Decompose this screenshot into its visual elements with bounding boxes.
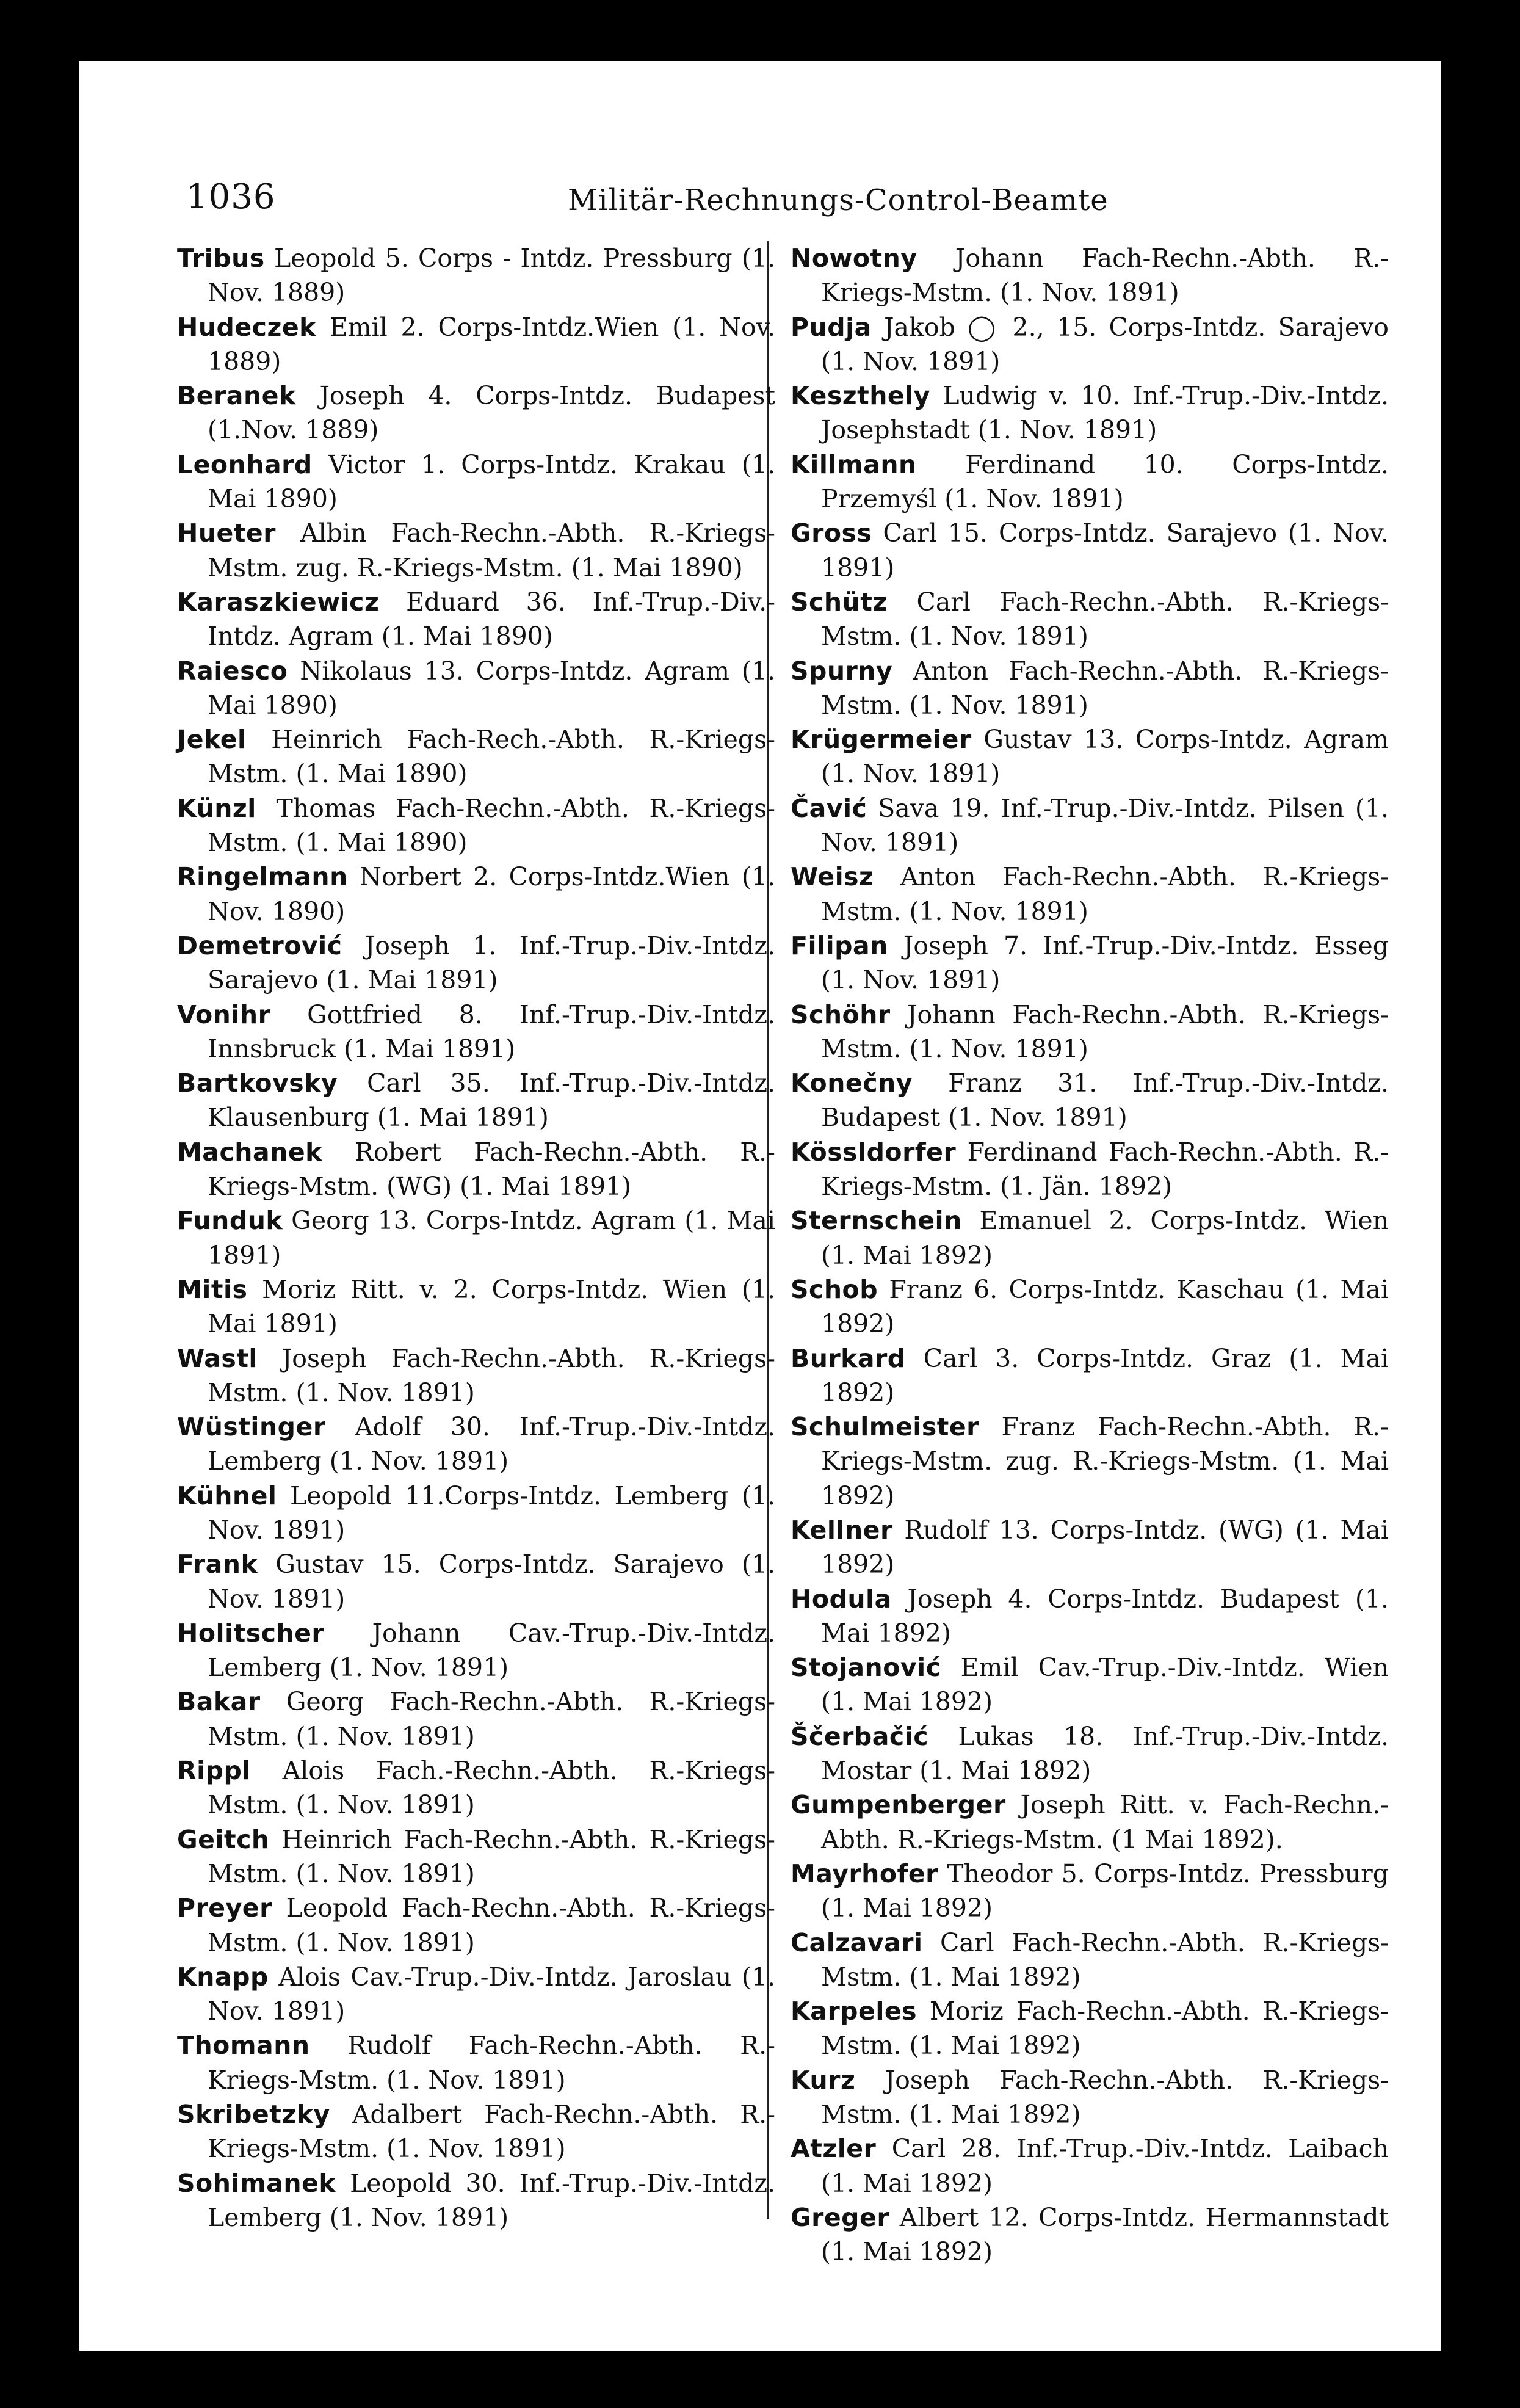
register-entry <box>177 379 775 448</box>
entry-surname: Schöhr <box>791 999 891 1029</box>
register-entry <box>791 1926 1389 1995</box>
entry-surname: Bartkovsky <box>177 1068 338 1098</box>
entry-surname: Killmann <box>791 449 917 479</box>
register-entry <box>791 1410 1389 1513</box>
entry-details: Emanuel 2. Corps-Intdz. Wien (1. Mai 1892) <box>821 1206 1389 1270</box>
entry-details: Ferdinand 10. Corps-Intdz. Przemyśl (1. Nov. 1891) <box>821 449 1389 514</box>
entry-details: Carl Fach-Rechn.-Abth. R.-Kriegs-Mstm. (1. Nov. 1891) <box>821 587 1389 651</box>
entry-details: Adolf 30. Inf.-Trup.-Div.-Intdz. Lemberg (1. Nov. 1891) <box>208 1412 775 1476</box>
entry-details: Emil Cav.-Trup.-Div.-Intdz. Wien (1. Mai 1892) <box>821 1653 1389 1717</box>
entry-details: Rudolf Fach-Rechn.-Abth. R.-Kriegs-Mstm. (1. Nov. 1891) <box>208 2031 775 2095</box>
register-entry <box>177 929 775 998</box>
entry-details: Gustav 15. Corps-Intdz. Sarajevo (1. Nov. 1891) <box>208 1550 775 1614</box>
entry-details: Robert Fach-Rechn.-Abth. R.-Kriegs-Mstm. (WG) (1. Mai 1891) <box>208 1137 775 1202</box>
entry-surname: Čavić <box>791 793 867 823</box>
entry-surname: Raiesco <box>177 656 288 686</box>
entry-surname: Schütz <box>791 587 888 617</box>
entry-surname: Rippl <box>177 1756 251 1786</box>
entry-surname: Weisz <box>791 862 874 892</box>
entry-surname: Kellner <box>791 1515 893 1545</box>
entry-details: Georg 13. Corps-Intdz. Agram (1. Mai 1891) <box>208 1206 775 1270</box>
register-entry <box>177 1135 775 1204</box>
entry-details: Norbert 2. Corps-Intdz.Wien (1. Nov. 1890) <box>208 862 775 926</box>
register-entry <box>791 310 1389 379</box>
entry-details: Lukas 18. Inf.-Trup.-Div.-Intdz. Mostar (1. Mai 1892) <box>821 1721 1389 1786</box>
register-entry <box>177 1066 775 1135</box>
entry-surname: Beranek <box>177 381 296 411</box>
register-entry <box>177 1341 775 1410</box>
register-entry <box>791 1066 1389 1135</box>
entry-surname: Sternschein <box>791 1206 962 1236</box>
entry-details: Joseph 1. Inf.-Trup.-Div.-Intdz. Sarajevo (1. Mai 1891) <box>208 930 775 995</box>
register-entry <box>791 1272 1389 1341</box>
entry-surname: Spurny <box>791 656 893 686</box>
entry-surname: Preyer <box>177 1893 272 1923</box>
register-entry <box>177 1753 775 1822</box>
entry-details: Leopold 30. Inf.-Trup.-Div.-Intdz. Lemberg (1. Nov. 1891) <box>208 2168 775 2232</box>
entry-surname: Holitscher <box>177 1618 325 1648</box>
register-entry <box>791 2200 1389 2269</box>
register-entry <box>791 448 1389 517</box>
entry-surname: Mayrhofer <box>791 1859 938 1888</box>
entry-surname: Gumpenberger <box>791 1790 1006 1820</box>
entry-details: Georg Fach-Rechn.-Abth. R.-Kriegs-Mstm. (1. Nov. 1891) <box>208 1687 775 1751</box>
register-entry <box>177 1822 775 1891</box>
register-entry <box>177 2097 775 2166</box>
entry-details: Adalbert Fach-Rechn.-Abth. R.-Kriegs-Mstm. (1. Nov. 1891) <box>208 2100 775 2164</box>
entry-surname: Tribus <box>177 244 265 273</box>
register-entry <box>177 998 775 1067</box>
entry-surname: Atzler <box>791 2134 877 2164</box>
entry-surname: Ringelmann <box>177 862 348 892</box>
entry-surname: Thomann <box>177 2031 310 2061</box>
entry-surname: Jekel <box>177 725 247 755</box>
entry-details: Albert 12. Corps-Intdz. Hermannstadt (1. Mai 1892) <box>821 2202 1389 2267</box>
entry-details: Joseph 4. Corps-Intdz. Budapest (1. Mai 1892) <box>821 1584 1389 1648</box>
register-entry <box>177 585 775 654</box>
register-entry <box>791 998 1389 1067</box>
register-entry <box>791 1513 1389 1582</box>
entry-details: Albin Fach-Rechn.-Abth. R.-Kriegs-Mstm. zug. R.-Kriegs-Mstm. (1. Mai 1890) <box>208 518 775 582</box>
register-entry <box>791 2131 1389 2200</box>
entry-details: Joseph Fach-Rechn.-Abth. R.-Kriegs-Mstm. (1. Mai 1892) <box>821 2065 1389 2130</box>
register-entry <box>177 1685 775 1753</box>
entry-details: Leopold Fach-Rechn.-Abth. R.-Kriegs-Mstm. (1. Nov. 1891) <box>208 1893 775 1957</box>
entry-surname: Skribetzky <box>177 2100 330 2130</box>
register-entry <box>177 654 775 723</box>
entry-details: Gottfried 8. Inf.-Trup.-Div.-Intdz. Innsbruck (1. Mai 1891) <box>208 999 775 1064</box>
entry-surname: Stojanović <box>791 1653 941 1683</box>
entry-details: Ferdinand Fach-Rechn.-Abth. R.-Kriegs-Mstm. (1. Jän. 1892) <box>821 1137 1389 1202</box>
left-column <box>177 241 775 2235</box>
entry-surname: Schob <box>791 1274 878 1304</box>
entry-details: Moriz Ritt. v. 2. Corps-Intdz. Wien (1. Mai 1891) <box>208 1274 775 1339</box>
entry-details: Carl 35. Inf.-Trup.-Div.-Intdz. Klausenburg (1. Mai 1891) <box>208 1068 775 1133</box>
entry-surname: Wastl <box>177 1343 258 1373</box>
entry-details: Jakob ◯ 2., 15. Corps-Intdz. Sarajevo (1. Nov. 1891) <box>821 312 1389 376</box>
register-entry <box>791 1788 1389 1857</box>
entry-details: Carl 15. Corps-Intdz. Sarajevo (1. Nov. 1891) <box>821 518 1389 582</box>
entry-details: Moriz Fach-Rechn.-Abth. R.-Kriegs-Mstm. (1. Mai 1892) <box>821 1996 1389 2061</box>
entry-surname: Ščerbačić <box>791 1721 929 1751</box>
entry-surname: Burkard <box>791 1343 906 1373</box>
entry-details: Sava 19. Inf.-Trup.-Div.-Intdz. Pilsen (1. Nov. 1891) <box>821 793 1389 858</box>
entry-surname: Demetrović <box>177 930 342 960</box>
entry-details: Alois Fach.-Rechn.-Abth. R.-Kriegs-Mstm. (1. Nov. 1891) <box>208 1756 775 1820</box>
entry-details: Joseph Fach-Rechn.-Abth. R.-Kriegs-Mstm. (1. Nov. 1891) <box>208 1343 775 1407</box>
entry-details: Joseph 4. Corps-Intdz. Budapest (1.Nov. 1889) <box>208 381 775 445</box>
entry-details: Johann Cav.-Trup.-Div.-Intdz. Lemberg (1. Nov. 1891) <box>208 1618 775 1683</box>
entry-surname: Karaszkiewicz <box>177 587 380 617</box>
entry-surname: Kühnel <box>177 1481 277 1510</box>
register-entry <box>791 1857 1389 1926</box>
register-entry <box>791 860 1389 929</box>
entry-surname: Wüstinger <box>177 1412 326 1442</box>
entry-surname: Hudeczek <box>177 312 316 342</box>
register-entry <box>177 2166 775 2235</box>
register-entry <box>177 1479 775 1548</box>
entry-surname: Kössldorfer <box>791 1137 957 1167</box>
register-entry <box>791 2063 1389 2132</box>
entry-details: Joseph 7. Inf.-Trup.-Div.-Intdz. Esseg (1. Nov. 1891) <box>821 930 1389 995</box>
entry-surname: Greger <box>791 2202 890 2232</box>
register-entry <box>791 1994 1389 2063</box>
entry-details: Leopold 11.Corps-Intdz. Lemberg (1. Nov. 1891) <box>208 1481 775 1545</box>
entry-details: Johann Fach-Rechn.-Abth. R.-Kriegs-Mstm. (1. Nov. 1891) <box>821 999 1389 1064</box>
register-entry <box>177 791 775 860</box>
entry-details: Franz 6. Corps-Intdz. Kaschau (1. Mai 1892) <box>821 1274 1389 1339</box>
entry-details: Alois Cav.-Trup.-Div.-Intdz. Jaroslau (1. Nov. 1891) <box>208 1962 775 2026</box>
entry-details: Leopold 5. Corps - Intdz. Pressburg (1. Nov. 1889) <box>208 244 775 308</box>
entry-surname: Frank <box>177 1550 258 1579</box>
register-entry <box>791 1203 1389 1272</box>
entry-details: Johann Fach-Rechn.-Abth. R.-Kriegs-Mstm. (1. Nov. 1891) <box>821 244 1389 308</box>
register-entry <box>177 516 775 585</box>
entry-details: Victor 1. Corps-Intdz. Krakau (1. Mai 1890) <box>208 449 775 514</box>
entry-details: Heinrich Fach-Rech.-Abth. R.-Kriegs-Mstm. (1. Mai 1890) <box>208 725 775 789</box>
entry-surname: Keszthely <box>791 381 930 411</box>
register-entry <box>791 1582 1389 1651</box>
register-entry <box>177 310 775 379</box>
entry-details: Thomas Fach-Rechn.-Abth. R.-Kriegs-Mstm. (1. Mai 1890) <box>208 793 775 858</box>
register-entry <box>791 379 1389 448</box>
entry-surname: Karpeles <box>791 1996 917 2026</box>
entry-details: Gustav 13. Corps-Intdz. Agram (1. Nov. 1891) <box>821 725 1389 789</box>
entry-surname: Vonihr <box>177 999 271 1029</box>
register-entry <box>791 516 1389 585</box>
register-entry <box>791 654 1389 723</box>
entry-surname: Sohimanek <box>177 2168 336 2198</box>
book-page <box>79 61 1441 2351</box>
register-entry <box>177 1410 775 1479</box>
entry-surname: Kurz <box>791 2065 856 2095</box>
entry-surname: Hueter <box>177 518 276 548</box>
entry-surname: Geitch <box>177 1824 270 1854</box>
entry-details: Anton Fach-Rechn.-Abth. R.-Kriegs-Mstm. (1. Nov. 1891) <box>821 656 1389 720</box>
entry-surname: Machanek <box>177 1137 322 1167</box>
entry-details: Emil 2. Corps-Intdz.Wien (1. Nov. 1889) <box>208 312 775 376</box>
entry-details: Anton Fach-Rechn.-Abth. R.-Kriegs-Mstm. (1. Nov. 1891) <box>821 862 1389 926</box>
entry-surname: Nowotny <box>791 244 917 273</box>
entry-details: Franz Fach-Rechn.-Abth. R.-Kriegs-Mstm. zug. R.-Kriegs-Mstm. (1. Mai 1892) <box>821 1412 1389 1510</box>
register-entry <box>177 722 775 791</box>
register-entry <box>177 1272 775 1341</box>
entry-surname: Künzl <box>177 793 256 823</box>
entry-details: Franz 31. Inf.-Trup.-Div.-Intdz. Budapest (1. Nov. 1891) <box>821 1068 1389 1133</box>
entry-details: Rudolf 13. Corps-Intdz. (WG) (1. Mai 1892) <box>821 1515 1389 1579</box>
entry-surname: Krügermeier <box>791 725 972 755</box>
entry-details: Carl 3. Corps-Intdz. Graz (1. Mai 1892) <box>821 1343 1389 1407</box>
entry-details: Nikolaus 13. Corps-Intdz. Agram (1. Mai 1890) <box>208 656 775 720</box>
entry-details: Theodor 5. Corps-Intdz. Pressburg (1. Mai 1892) <box>821 1859 1389 1923</box>
register-entry <box>791 1135 1389 1204</box>
register-entry <box>177 448 775 517</box>
entry-details: Joseph Ritt. v. Fach-Rechn.-Abth. R.-Kriegs-Mstm. (1 Mai 1892). <box>821 1790 1389 1854</box>
entry-surname: Hodula <box>791 1584 892 1614</box>
entry-details: Ludwig v. 10. Inf.-Trup.-Div.-Intdz. Josephstadt (1. Nov. 1891) <box>821 381 1389 445</box>
running-title: Militär-Rechnungs-Control-Beamte <box>568 183 1109 217</box>
entry-surname: Pudja <box>791 312 872 342</box>
entry-surname: Filipan <box>791 930 888 960</box>
entry-details: Eduard 36. Inf.-Trup.-Div.-Intdz. Agram (1. Mai 1890) <box>208 587 775 651</box>
entry-details: Carl 28. Inf.-Trup.-Div.-Intdz. Laibach (1. Mai 1892) <box>821 2134 1389 2198</box>
register-entry <box>177 1547 775 1616</box>
register-entry <box>177 1960 775 2029</box>
register-entry <box>791 1719 1389 1788</box>
entry-surname: Funduk <box>177 1206 283 1236</box>
entry-surname: Mitis <box>177 1274 248 1304</box>
register-entry <box>791 791 1389 860</box>
register-entry <box>791 722 1389 791</box>
register-entry <box>791 1341 1389 1410</box>
register-entry <box>791 929 1389 998</box>
entry-surname: Leonhard <box>177 449 313 479</box>
entry-details: Heinrich Fach-Rechn.-Abth. R.-Kriegs-Mstm. (1. Nov. 1891) <box>208 1824 775 1888</box>
page-number: 1036 <box>186 177 276 217</box>
register-entry <box>177 2028 775 2097</box>
entry-surname: Calzavari <box>791 1927 923 1957</box>
entry-details: Carl Fach-Rechn.-Abth. R.-Kriegs-Mstm. (1. Mai 1892) <box>821 1927 1389 1992</box>
register-entry <box>791 1650 1389 1719</box>
register-entry <box>791 585 1389 654</box>
register-entry <box>177 241 775 310</box>
register-entry <box>791 241 1389 310</box>
register-entry <box>177 1203 775 1272</box>
entry-surname: Schulmeister <box>791 1412 979 1442</box>
right-column <box>791 241 1389 2269</box>
entry-surname: Gross <box>791 518 872 548</box>
entry-surname: Knapp <box>177 1962 269 1992</box>
entry-surname: Konečny <box>791 1068 913 1098</box>
register-entry <box>177 1891 775 1960</box>
register-entry <box>177 1616 775 1685</box>
entry-surname: Bakar <box>177 1687 261 1717</box>
register-entry <box>177 860 775 929</box>
